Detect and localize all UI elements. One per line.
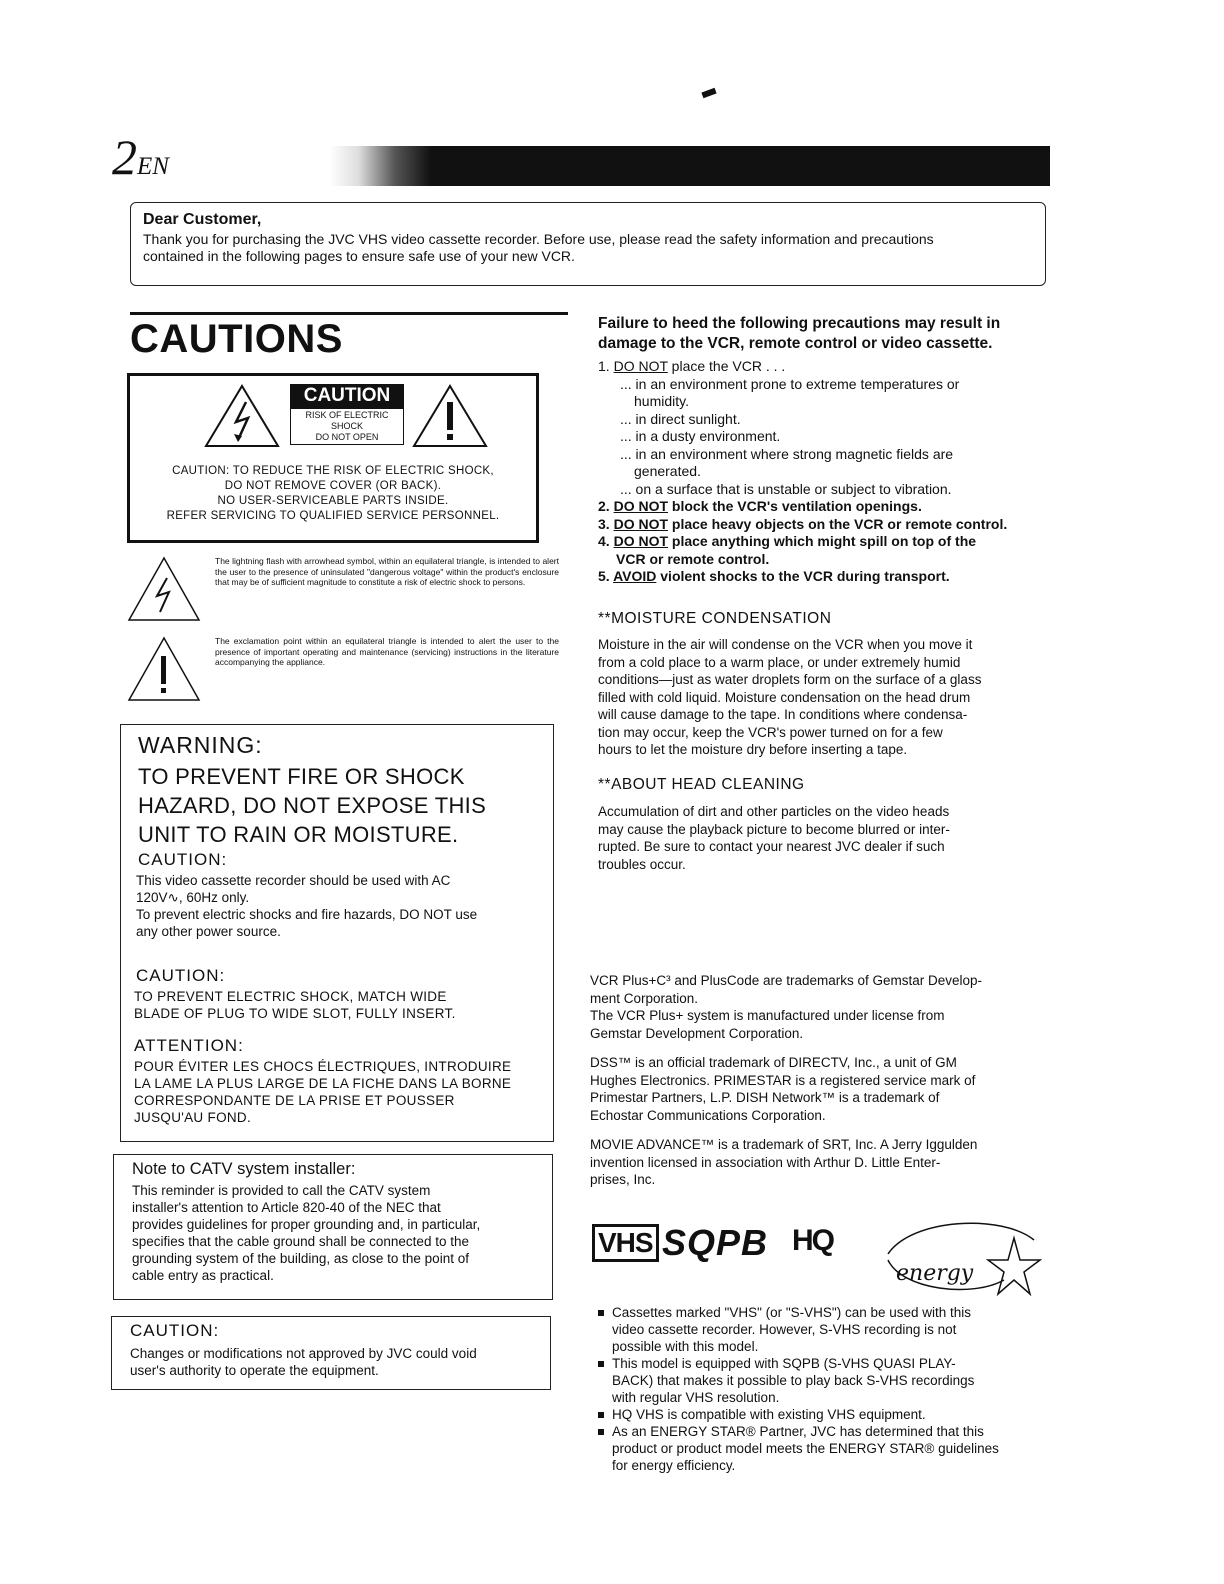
- title-rule: [130, 312, 568, 315]
- list-item: HQ VHS is compatible with existing VHS equipment.: [598, 1406, 1048, 1423]
- head-cleaning-text: Accumulation of dirt and other particles on the video heads may cause the playback picture to become blurred or inter- rupted. Be sure to contact your nearest JVC dealer if such troubles occur.: [598, 804, 950, 872]
- page-number: 2EN: [112, 129, 169, 185]
- catv-text: This reminder is provided to call the CATV system installer's attention to Article 820-40 of the NEC that provides guidelines for proper grounding and, in particular, specifies that the cable ground shall be connected to the grounding system of the building, as close to the point of cable entry as practical.: [132, 1183, 481, 1283]
- trademark-vcrplus: VCR Plus+C³ and PlusCode are trademarks of Gemstar Develop- ment Corporation. The VCR Plus+ system is manufactured under license from Gemstar Development Corporation.: [590, 973, 983, 1041]
- precaution-item-5: 5. AVOID violent shocks to the VCR during transport.: [598, 568, 950, 584]
- trademark-movie-advance: MOVIE ADVANCE™ is a trademark of SRT, Inc. A Jerry Iggulden invention licensed in association with Arthur D. Little Enter- prises, Inc.: [590, 1137, 978, 1187]
- list-item: Cassettes marked "VHS" (or "S-VHS") can be used with this video cassette recorder. However, S-VHS recording is not possible with this model.: [598, 1304, 1048, 1355]
- caution-ac-text: This video cassette recorder should be used with AC 120V∿, 60Hz only. To prevent electric shocks and fire hazards, DO NOT use any other power source.: [136, 873, 478, 939]
- precaution-item-3: 3. DO NOT place heavy objects on the VCR or remote control.: [598, 515, 1008, 532]
- badge-title: CAUTION: [290, 384, 404, 408]
- precaution-item-1: 1. DO NOT place the VCR . . .: [598, 358, 786, 374]
- scan-mark: [701, 88, 716, 98]
- feature-bullets: [598, 1304, 1048, 1474]
- caution-label-text: CAUTION: TO REDUCE THE RISK OF ELECTRIC SHOCK, DO NOT REMOVE COVER (OR BACK). NO USER-SERVICEABLE PARTS INSIDE. REFER SERVICING TO QUALIFIED SERVICE PERSONNEL.: [166, 465, 500, 522]
- precaution-item-4: 4. DO NOT place anything which might spill on top of the: [598, 533, 977, 549]
- caution-plug-text: TO PREVENT ELECTRIC SHOCK, MATCH WIDE BLADE OF PLUG TO WIDE SLOT, FULLY INSERT.: [134, 989, 456, 1021]
- logo-row: [592, 1210, 1042, 1302]
- svg-text:energy: energy: [896, 1261, 974, 1286]
- hq-logo: HQ: [792, 1224, 833, 1257]
- catv-note-box: [113, 1154, 553, 1300]
- precaution-item-2: 2. DO NOT block the VCR's ventilation openings.: [598, 498, 922, 514]
- precautions-list: 1. DO NOT place the VCR . . . ... in an environment prone to extreme temperatures or humidity. ... in direct sunlight. ... in a dusty environment. ... in an environment where strong magnetic fields are generated. ... on a surface that is unstable or subject to vibration. 2. DO NOT block the VCR's ventilation openings. 3. DO NOT place heavy objects on the VCR or remote control. 4. DO NOT place anything which might spill on top of the VCR or remote control. 5. AVOID violent shocks to the VCR during transport.: [598, 358, 1048, 586]
- modification-caution-box: [111, 1316, 551, 1390]
- warning-title: WARNING:: [138, 732, 263, 758]
- attention-title: ATTENTION:: [134, 1036, 244, 1055]
- energy-star-icon: [882, 1210, 1042, 1302]
- attention-text: POUR ÉVITER LES CHOCS ÉLECTRIQUES, INTRODUIRE LA LAME LA PLUS LARGE DE LA FICHE DANS LA BORNE CORRESPONDANTE DE LA PRISE ET POUSSER JUSQU'AU FOND.: [134, 1059, 512, 1125]
- lightning-text: The lightning flash with arrowhead symbol, within an equilateral triangle, is intended to alert the user to the presence of uninsulated "dangerous voltage" within the product's enclosure that may be of sufficient magnitude to constitute a risk of electric shock to persons.: [215, 556, 559, 588]
- badge-sub: RISK OF ELECTRIC SHOCK DO NOT OPEN: [290, 408, 404, 445]
- precautions-heading: Failure to heed the following precautions may result in damage to the VCR, remote control or video cassette.: [598, 315, 1001, 352]
- exclamation-triangle-icon: [127, 636, 201, 702]
- exclamation-triangle-icon: [412, 384, 488, 448]
- lightning-explanation: [127, 556, 559, 626]
- trademark-dss: DSS™ is an official trademark of DIRECTV, Inc., a unit of GM Hughes Electronics. PRIMESTAR is a registered service mark of Primestar Partners, L.P. DISH Network™ is a trademark of Echostar Communications Corporation.: [590, 1055, 976, 1123]
- dear-customer-box: [130, 202, 1046, 286]
- mod-caution-title: CAUTION:: [130, 1321, 220, 1340]
- head-cleaning-title: **ABOUT HEAD CLEANING: [598, 776, 805, 793]
- list-item: As an ENERGY STAR® Partner, JVC has determined that this product or product model meets the ENERGY STAR® guidelines for energy efficiency.: [598, 1423, 1048, 1474]
- list-item: This model is equipped with SQPB (S-VHS QUASI PLAY- BACK) that makes it possible to play back S-VHS recordings with regular VHS resolution.: [598, 1355, 1048, 1406]
- warning-statement: TO PREVENT FIRE OR SHOCK HAZARD, DO NOT EXPOSE THIS UNIT TO RAIN OR MOISTURE.: [138, 764, 487, 847]
- moisture-text: Moisture in the air will condense on the VCR when you move it from a cold place to a warm place, or under extremely humid conditions—just as water droplets form on the surface of a glass filled with cold liquid. Moisture condensation on the head drum will cause damage to the tape. In conditions where condensa- tion may occur, keep the VCR's power turned on for a few hours to let the moisture dry before inserting a tape.: [598, 637, 982, 757]
- header-bar: [330, 146, 1050, 186]
- moisture-title: **MOISTURE CONDENSATION: [598, 610, 832, 627]
- exclamation-text: The exclamation point within an equilateral triangle is intended to alert the user to the presence of important operating and maintenance (servicing) instructions in the literature accompanying the appliance.: [215, 636, 559, 668]
- lightning-triangle-icon: [204, 384, 280, 448]
- sqpb-logo: SQPB: [662, 1222, 769, 1263]
- catv-title: Note to CATV system installer:: [132, 1160, 356, 1178]
- caution-plug-title: CAUTION:: [136, 966, 226, 985]
- lightning-triangle-icon: [127, 556, 201, 622]
- exclamation-explanation: [127, 636, 559, 706]
- caution-badge: [290, 384, 404, 445]
- dear-heading: Dear Customer,: [143, 211, 262, 228]
- page-title: CAUTIONS: [130, 317, 343, 361]
- dear-line-2: contained in the following pages to ensure safe use of your new VCR.: [143, 248, 575, 264]
- vhs-logo: VHS: [592, 1224, 659, 1262]
- caution-label-box: [127, 373, 539, 543]
- dear-line-1: Thank you for purchasing the JVC VHS video cassette recorder. Before use, please read the safety information and precautions: [143, 231, 934, 247]
- mod-caution-text: Changes or modifications not approved by JVC could void user's authority to operate the equipment.: [130, 1346, 477, 1378]
- caution-ac-title: CAUTION:: [138, 850, 228, 869]
